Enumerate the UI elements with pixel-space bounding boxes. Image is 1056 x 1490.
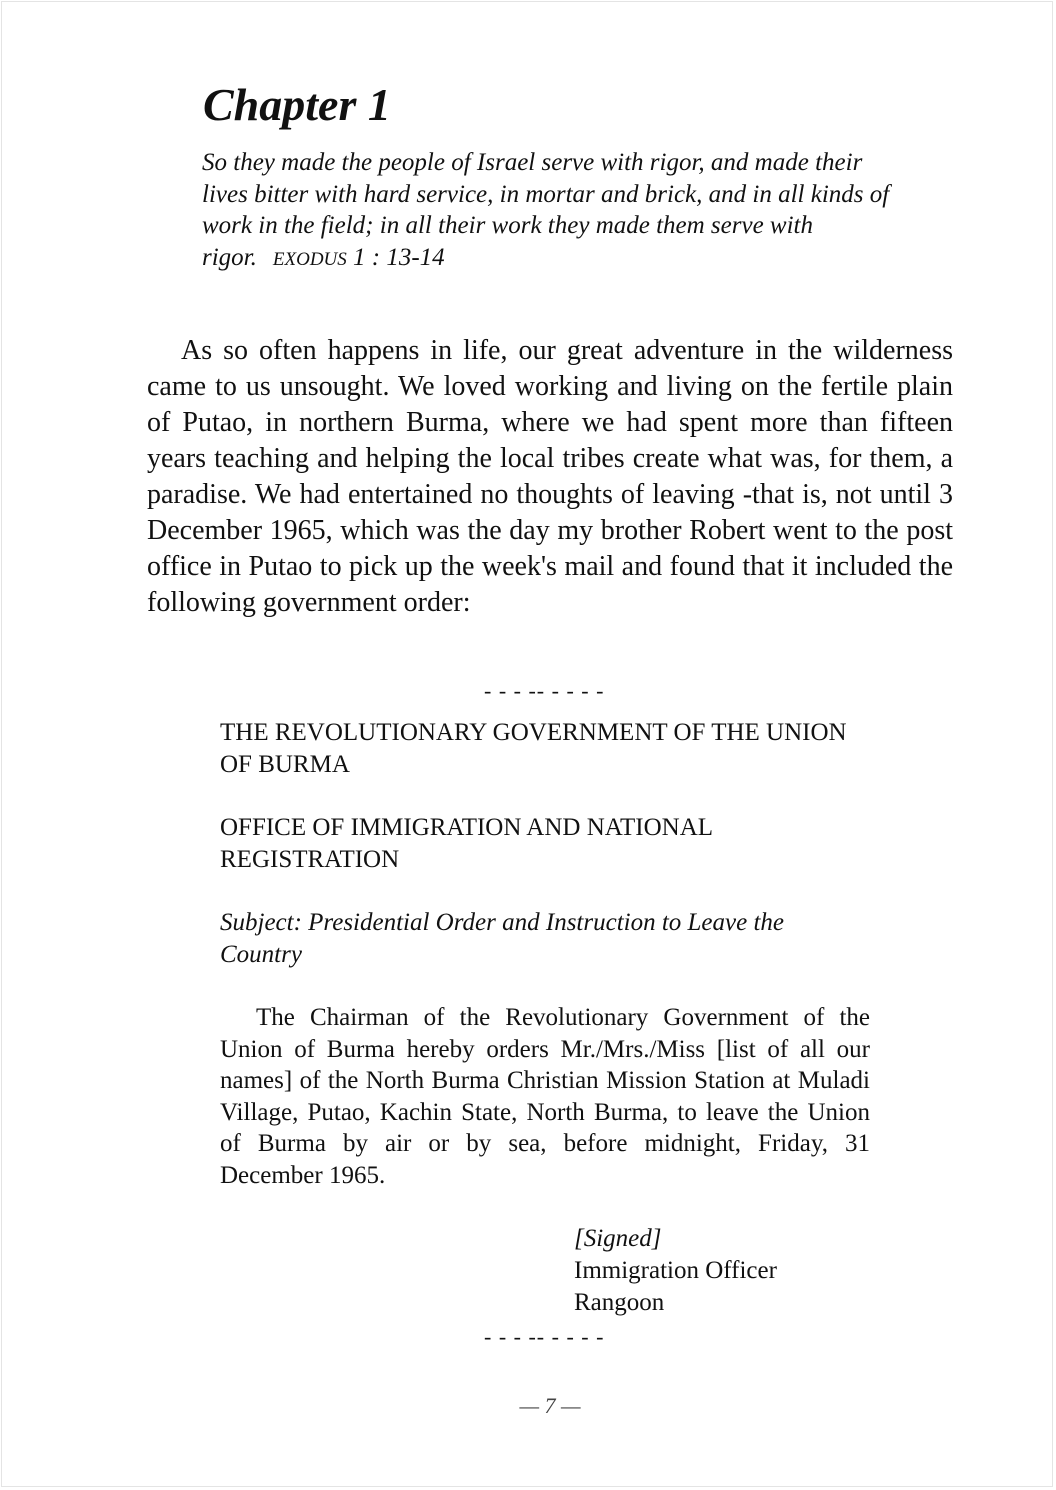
- epigraph: [202, 147, 892, 275]
- order-body-text: The Chairman of the Revolutionary Government of the Union of Burma hereby orders Mr./Mrs./Miss [list of all our names] of the North Burma Christian Mission Station at Muladi Village, Putao, Kachin State, North Burma, to leave the Union of Burma by air or by sea, before midnight, Friday, 31 December 1965.: [220, 1004, 870, 1189]
- order-government-heading: THE REVOLUTIONARY GOVERNMENT OF THE UNION OF BURMA: [220, 719, 847, 778]
- body-paragraph: As so often happens in life, our great adventure in the wilderness came to us unsought. We loved working and living on the fertile plain of Putao, in northern Burma, where we had spent more than fifteen years teaching and helping the local tribes create what was, for them, a paradise. We had entertained no thoughts of leaving -that is, not until 3 December 1965, which was the day my brother Robert went to the post office in Putao to pick up the week's mail and found that it included the following government order:: [147, 335, 953, 618]
- epigraph-text: So they made the people of Israel serve with rigor, and made their lives bitter with hard service, in mortar and brick, and in all kinds of work in the field; in all their work they made them serve with rigor.: [202, 149, 890, 271]
- page-number: — 7 —: [519, 1393, 581, 1418]
- separator-top: - - - -- - - - -: [484, 678, 605, 703]
- order-subject: Subject: Presidential Order and Instruction to Leave the Country: [220, 909, 785, 968]
- epigraph-verse: 1 : 13-14: [353, 243, 445, 271]
- order-office-heading: OFFICE OF IMMIGRATION AND NATIONAL REGISTRATION: [220, 814, 713, 873]
- signature-officer: Immigration Officer: [574, 1257, 777, 1284]
- signature-block: [574, 1223, 777, 1319]
- epigraph-reference: [273, 244, 445, 271]
- signature-signed: [Signed]: [574, 1225, 662, 1252]
- page: [1, 1, 1053, 1487]
- signature-location: Rangoon: [574, 1289, 665, 1316]
- epigraph-book: EXODUS: [272, 248, 347, 270]
- separator-bottom: - - - -- - - - -: [484, 1324, 605, 1349]
- chapter-title: Chapter 1: [203, 79, 391, 130]
